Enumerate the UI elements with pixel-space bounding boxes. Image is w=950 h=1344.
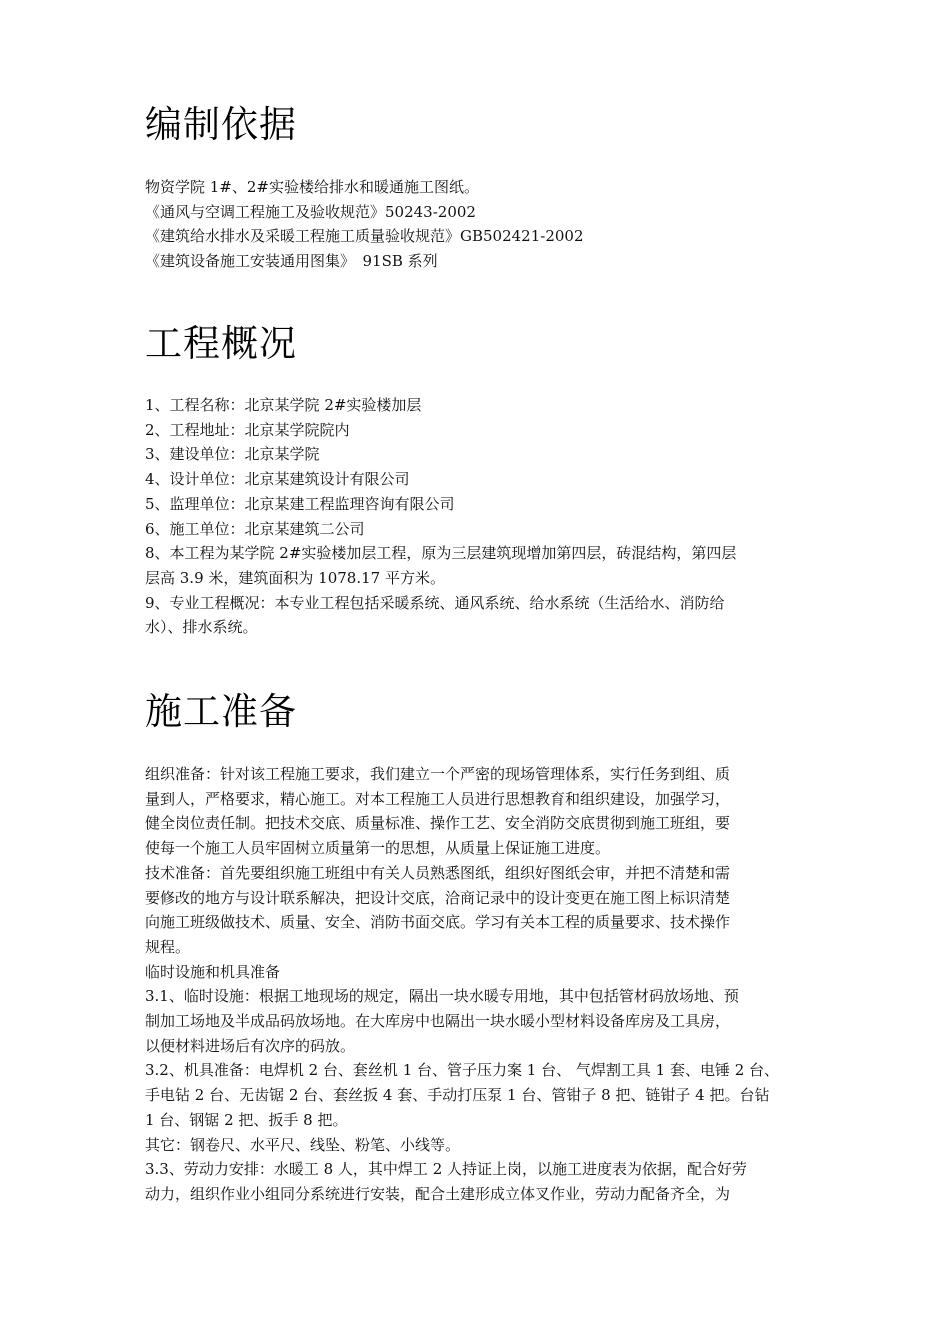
text-line: 3.2、机具准备：电焊机 2 台、套丝机 1 台、管子压力案 1 台、 气焊割工具 1 套、电锤 2 台、 <box>145 1061 780 1080</box>
temp-facilities-paragraph <box>145 984 779 1058</box>
equipment-paragraph <box>145 1058 779 1132</box>
overview-item: 1、工程名称：北京某学院 2#实验楼加层 <box>145 396 422 414</box>
overview-item: 2、工程地址：北京某学院院内 <box>145 420 350 439</box>
temp-facilities-heading: 临时设施和机具准备 <box>145 962 281 981</box>
text-line: 以便材料进场后有次序的码放。 <box>145 1036 356 1055</box>
other-tools-line: 其它：钢卷尺、水平尺、线坠、粉笔、小线等。 <box>145 1135 461 1154</box>
overview-item: 4、设计单位：北京某建筑设计有限公司 <box>145 470 410 489</box>
text-line: 水）、排水系统。 <box>145 618 258 637</box>
text-line: 健全岗位责任制。把技术交底、质量标准、操作工艺、安全消防交底贯彻到施工班组，要 <box>145 814 731 833</box>
text-line: 1 台、钢锯 2 把、扳手 8 把。 <box>145 1110 348 1129</box>
overview-item: 5、监理单位：北京某建工程监理咨询有限公司 <box>145 494 455 513</box>
text-line: 使每一个施工人员牢固树立质量第一的思想，从质量上保证施工进度。 <box>145 839 611 858</box>
text-line: 3.3、劳动力安排：水暖工 8 人，其中焊工 2 人持证上岗，以施工进度表为依据，配合好劳 <box>145 1160 748 1179</box>
text-line: 8、本工程为某学院 2#实验楼加层工程，原为三层建筑现增加第四层，砖混结构，第四层 <box>145 544 737 563</box>
text-line: 手电钻 2 台、无齿锯 2 台、套丝扳 4 套、手动打压泵 1 台、管钳子 8 把、链钳子 4 把。台钻 <box>145 1086 770 1105</box>
text-line: 组织准备：针对该工程施工要求，我们建立一个严密的现场管理体系，实行任务到组、质 <box>145 765 731 783</box>
tech-prep-paragraph <box>145 861 779 960</box>
text-line: 规程。 <box>145 937 191 956</box>
text-line: 层高 3.9 米，建筑面积为 1078.17 平方米。 <box>145 568 445 587</box>
text-line: 技术准备：首先要组织施工班组中有关人员熟悉图纸，组织好图纸会审，并把不清楚和需 <box>145 863 731 882</box>
text-line: 3.1、临时设施：根据工地现场的规定，隔出一块水暖专用地，其中包括管材码放场地、预 <box>145 987 739 1006</box>
basis-item: 《建筑给水排水及采暖工程施工质量验收规范》GB502421-2002 <box>145 227 584 246</box>
org-prep-paragraph <box>145 762 779 861</box>
text-line: 制加工场地及半成品码放场地。在大库房中也隔出一块水暖小型材料设备库房及工具房， <box>145 1012 731 1031</box>
overview-item-9 <box>145 591 736 640</box>
text-line: 向施工班级做技术、质量、安全、消防书面交底。学习有关本工程的质量要求、技术操作 <box>145 913 731 932</box>
basis-list <box>145 175 584 274</box>
overview-list <box>145 393 736 640</box>
section-title-prep: 施工准备 <box>145 690 297 733</box>
overview-item: 3、建设单位：北京某学院 <box>145 445 320 464</box>
overview-item-8 <box>145 541 736 590</box>
prep-body <box>145 762 779 1207</box>
basis-item: 《建筑设备施工安装通用图集》 91SB 系列 <box>145 252 438 271</box>
section-title-overview: 工程概况 <box>145 322 297 365</box>
basis-item: 《通风与空调工程施工及验收规范》50243-2002 <box>145 202 476 221</box>
basis-item: 物资学院 1#、2#实验楼给排水和暖通施工图纸。 <box>145 178 479 196</box>
text-line: 要修改的地方与设计联系解决，把设计交底，洽商记录中的设计变更在施工图上标识清楚 <box>145 888 731 907</box>
section-title-basis: 编制依据 <box>145 103 297 146</box>
labor-paragraph <box>145 1157 779 1206</box>
text-line: 量到人，严格要求，精心施工。对本工程施工人员进行思想教育和组织建设，加强学习， <box>145 789 731 808</box>
text-line: 动力，组织作业小组同分系统进行安装，配合土建形成立体叉作业，劳动力配备齐全，为 <box>145 1184 731 1203</box>
overview-item: 6、施工单位：北京某建筑二公司 <box>145 519 365 538</box>
text-line: 9、专业工程概况：本专业工程包括采暖系统、通风系统、给水系统（生活给水、消防给 <box>145 593 725 612</box>
